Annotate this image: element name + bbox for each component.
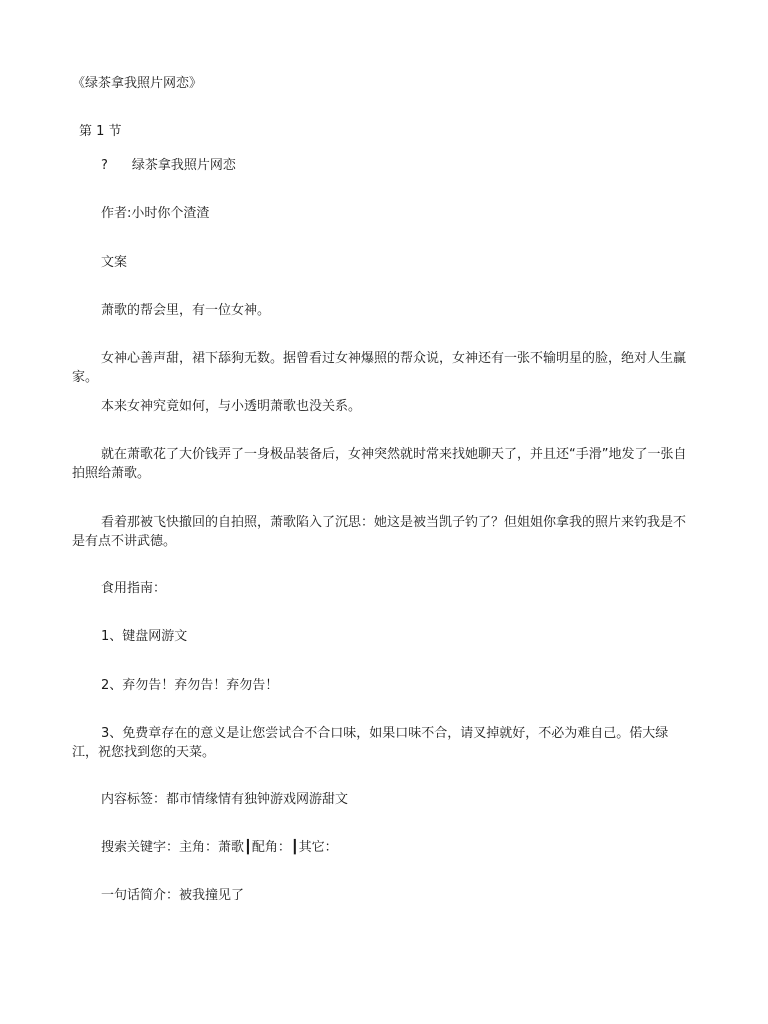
guide-item: 3、免费章存在的意义是让您尝试合不合口味，如果口味不合，请叉掉就好，不必为难自己。偌大绿江，祝您找到您的天菜。 xyxy=(72,726,669,760)
guide-item: 1、键盘网游文 xyxy=(101,629,188,644)
chapter-heading: 第 1 节 xyxy=(79,124,122,139)
one-line-summary: 一句话简介：被我撞见了 xyxy=(101,888,245,903)
guide-item: 2、弃勿告！弃勿告！弃勿告！ xyxy=(101,678,279,693)
synopsis-paragraph: 就在萧歌花了大价钱弄了一身极品装备后，女神突然就时常来找她聊天了，并且还“手滑”地发了一张自拍照给萧歌。 xyxy=(72,447,687,481)
chapter-header-title: 绿茶拿我照片网恋 xyxy=(131,158,236,173)
synopsis-paragraph: 看着那被飞快撤回的自拍照，萧歌陷入了沉思：她这是被当凯子钓了？但姐姐你拿我的照片来钓我是不是有点不讲武德。 xyxy=(72,515,687,549)
synopsis-heading: 文案 xyxy=(101,255,128,270)
chapter-header-line xyxy=(101,156,236,175)
synopsis-paragraph: 女神心善声甜，裙下舔狗无数。据曾看过女神爆照的帮众说，女神还有一张不输明星的脸，绝对人生赢家。 xyxy=(72,351,687,385)
content-tags: 内容标签：都市情缘情有独钟游戏网游甜文 xyxy=(101,792,349,807)
unknown-glyph-mark: ? xyxy=(101,158,108,173)
synopsis-paragraph: 本来女神究竟如何，与小透明萧歌也没关系。 xyxy=(101,399,362,414)
search-keywords: 搜索关键字：主角：萧歌┃配角：┃其它： xyxy=(101,840,338,855)
book-title: 《绿茶拿我照片网恋》 xyxy=(72,76,203,91)
synopsis-paragraph: 萧歌的帮会里，有一位女神。 xyxy=(101,303,271,318)
author-line: 作者:小时你个渣渣 xyxy=(101,206,210,221)
guide-heading: 食用指南： xyxy=(101,581,167,596)
